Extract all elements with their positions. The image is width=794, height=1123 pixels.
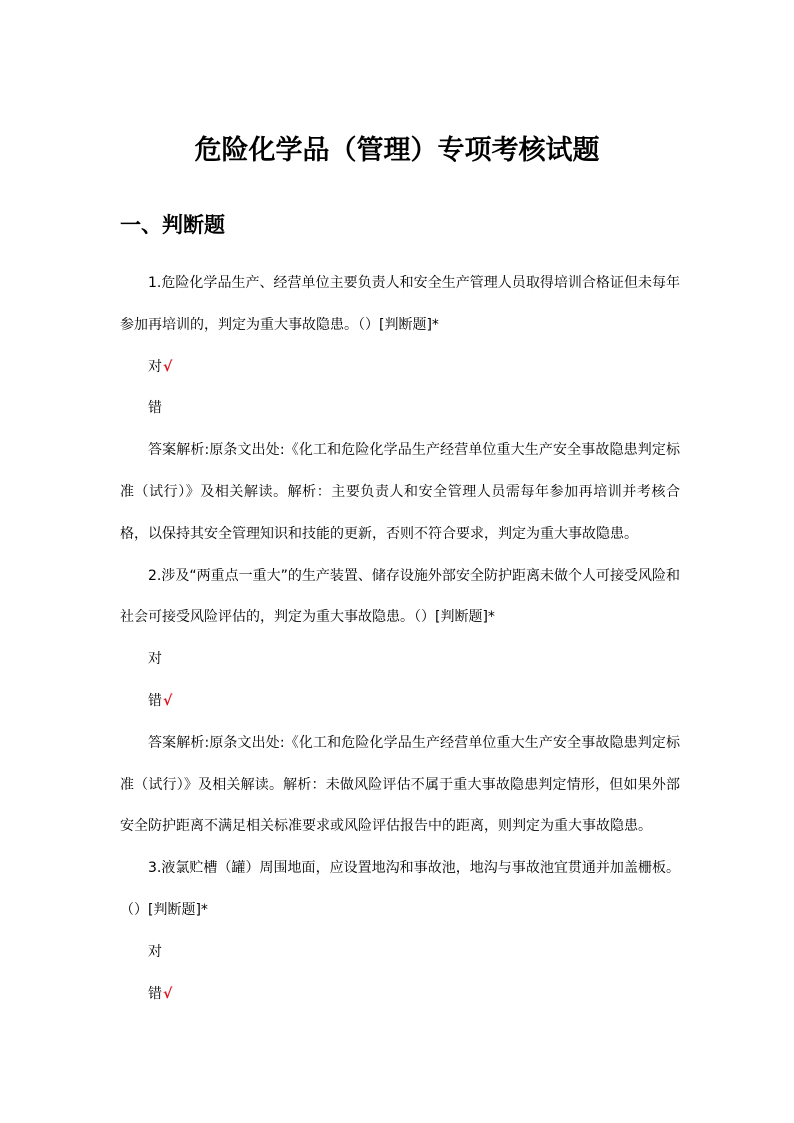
check-mark-icon: √ xyxy=(163,985,173,1002)
document-title: 危险化学品（管理）专项考核试题 xyxy=(194,135,600,166)
option-label: 对 xyxy=(148,651,162,668)
option-label: 错 xyxy=(148,400,162,417)
question-list xyxy=(120,263,680,1015)
check-mark-icon: √ xyxy=(163,692,173,709)
option-label: 错 xyxy=(148,692,162,709)
answer-explanation: 答案解析:原条文出处:《化工和危险化学品生产经营单位重大生产安全事故隐患判定标准（试行）》及相关解读。解析：未做风险评估不属于重大事故隐患判定情形，但如果外部安全防护距离不满足相关标准要求或风险评估报告中的距离，则判定为重大事故隐患。 xyxy=(120,734,680,835)
option-false[interactable] xyxy=(120,974,680,1016)
option-true[interactable] xyxy=(120,932,680,974)
option-label: 对 xyxy=(148,358,162,375)
question-item xyxy=(120,848,680,1015)
option-true[interactable] xyxy=(120,347,680,389)
question-stem: 3.液氯贮槽（罐）周围地面，应设置地沟和事故池，地沟与事故池宜贯通并加盖栅板。（）[判断题]* xyxy=(120,860,680,918)
question-item xyxy=(120,263,680,556)
option-false[interactable] xyxy=(120,681,680,723)
question-item xyxy=(120,556,680,849)
check-mark-icon: √ xyxy=(163,358,173,375)
section-title: 一、判断题 xyxy=(120,213,225,237)
question-stem: 2.涉及“两重点一重大”的生产装置、储存设施外部安全防护距离未做个人可接受风险和社会可接受风险评估的，判定为重大事故隐患。（）[判断题]* xyxy=(120,567,680,626)
answer-explanation: 答案解析:原条文出处:《化工和危险化学品生产经营单位重大生产安全事故隐患判定标准（试行）》及相关解读。解析：主要负责人和安全管理人员需每年参加再培训并考核合格，以保持其安全管理知识和技能的更新，否则不符合要求，判定为重大事故隐患。 xyxy=(120,442,680,542)
option-false[interactable] xyxy=(120,388,680,430)
question-stem: 1.危险化学品生产、经营单位主要负责人和安全生产管理人员取得培训合格证但未每年参加再培训的，判定为重大事故隐患。（）[判断题]* xyxy=(120,275,680,333)
option-label: 对 xyxy=(148,943,162,960)
option-true[interactable] xyxy=(120,639,680,681)
option-label: 错 xyxy=(148,985,162,1002)
